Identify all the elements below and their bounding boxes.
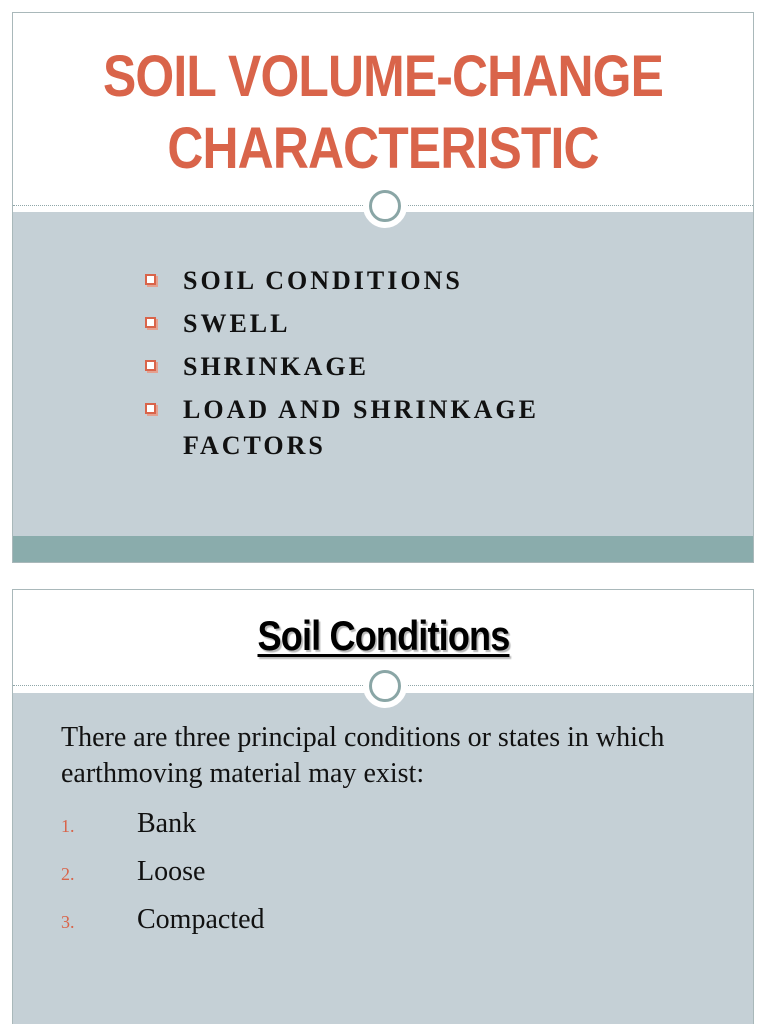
slide-1-bottom-bar bbox=[13, 536, 753, 562]
square-bullet-icon bbox=[145, 317, 156, 328]
conditions-list bbox=[61, 804, 265, 948]
square-bullet-icon bbox=[145, 360, 156, 371]
slide-1-title-line-1: SOIL VOLUME-CHANGE bbox=[102, 44, 664, 109]
slide-2-title-text: Soil Conditions bbox=[257, 612, 509, 659]
list-item bbox=[61, 852, 265, 900]
slide-1-title bbox=[65, 41, 701, 185]
bullet-label: SHRINKAGE bbox=[183, 352, 369, 381]
bullet-item bbox=[145, 306, 643, 342]
list-label: Loose bbox=[137, 856, 206, 887]
list-item bbox=[61, 900, 265, 948]
bullet-label: SWELL bbox=[183, 309, 291, 338]
list-number: 3. bbox=[61, 912, 75, 932]
list-label: Bank bbox=[137, 808, 197, 839]
list-number: 1. bbox=[61, 816, 75, 836]
square-bullet-icon bbox=[145, 403, 156, 414]
topic-bullet-list bbox=[145, 263, 643, 471]
bullet-item bbox=[145, 263, 643, 299]
slide-1-title-line-2: CHARACTERISTIC bbox=[167, 116, 599, 181]
intro-paragraph: There are three principal conditions or states in which earthmoving material may exist: bbox=[61, 722, 665, 789]
slide-1 bbox=[12, 12, 754, 563]
bullet-item bbox=[145, 392, 643, 464]
bullet-item bbox=[145, 349, 643, 385]
circle-ornament-icon bbox=[363, 184, 407, 228]
slide-1-title-area bbox=[13, 13, 753, 205]
list-item bbox=[61, 804, 265, 852]
circle-ornament-icon bbox=[363, 664, 407, 708]
square-bullet-icon bbox=[145, 274, 156, 285]
bullet-label: SOIL CONDITIONS bbox=[183, 266, 463, 295]
slide-2-title bbox=[13, 608, 753, 664]
list-label: Compacted bbox=[137, 904, 265, 935]
list-number: 2. bbox=[61, 864, 75, 884]
bullet-label: LOAD AND SHRINKAGE FACTORS bbox=[183, 395, 539, 460]
slide-2 bbox=[12, 589, 754, 1024]
